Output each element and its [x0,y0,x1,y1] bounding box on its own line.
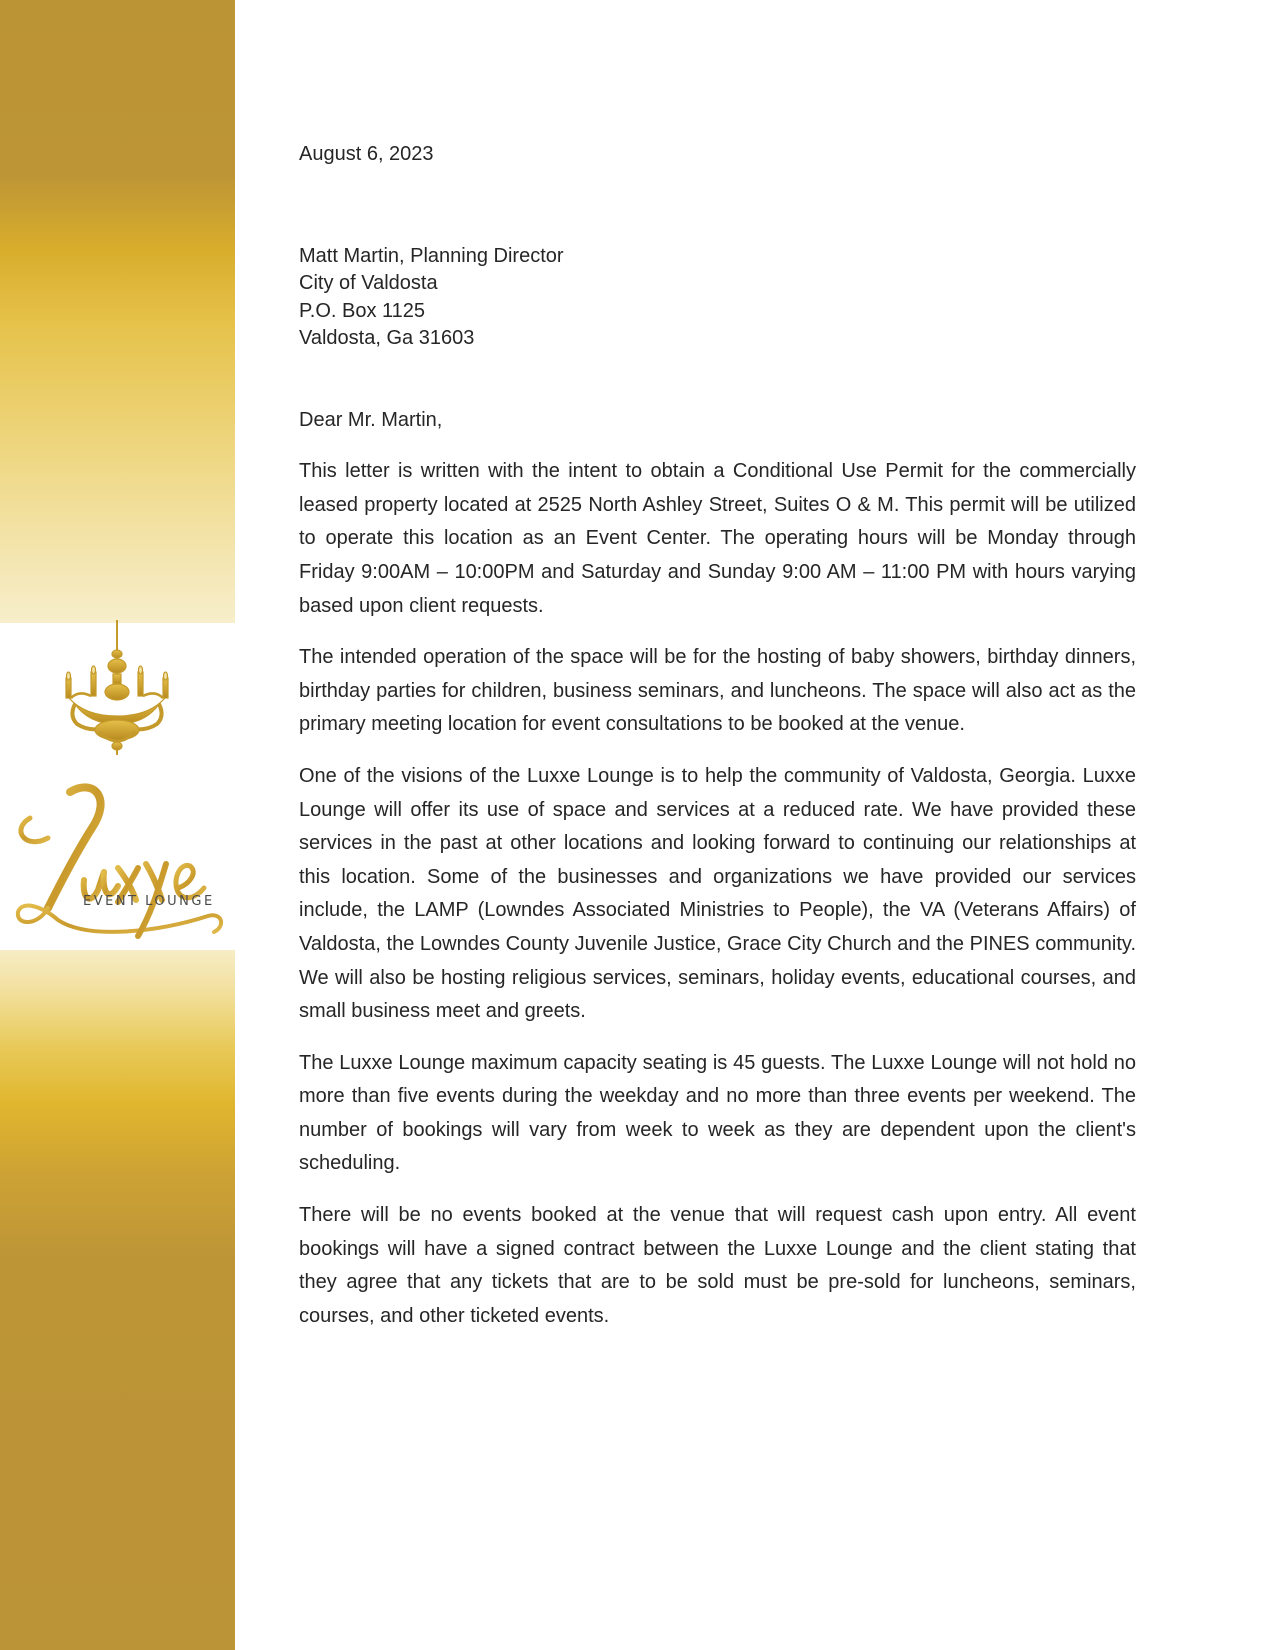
recipient-address [299,243,1136,353]
salutation: Dear Mr. Martin, [299,408,443,431]
recipient-line-city: Valdosta, Ga 31603 [299,327,475,350]
letterhead-sidebar [0,0,235,1650]
gold-band-top [0,0,235,623]
letter-body [299,138,1136,1333]
gold-band-bottom [0,950,235,1650]
paragraph-operation: The intended operation of the space will be for the hosting of baby showers, birthday dinners, birthday parties for children, business seminars, and luncheons. The space will also act as the primary meeting location for event consultations to be booked at the venue. [299,646,1136,736]
logo-subtitle: EVENT LOUNGE [83,894,215,909]
paragraph-community: One of the visions of the Luxxe Lounge is to help the community of Valdosta, Georgia. Luxxe Lounge will offer its use of space and services at a reduced rate. We have provided these services in the past at other locations and looking forward to continuing our relationships at this location. Some of the businesses and organizations we have provided our services include, the LAMP (Lowndes Associated Ministries to People), the VA (Veterans Affairs) of Valdosta, the Lowndes County Juvenile Justice, Grace City Church and the PINES community. We will also be hosting religious services, seminars, holiday events, educational courses, and small business meet and greets. [299,764,1136,1023]
recipient-line-name: Matt Martin, Planning Director [299,244,564,267]
paragraph-tickets: There will be no events booked at the venue that will request cash upon entry. All event bookings will have a signed contract between the Luxxe Lounge and the client stating that they agree that any tickets that are to be sold must be pre-sold for luncheons, seminars, courses, and other ticketed events. [299,1204,1136,1327]
paragraph-permit: This letter is written with the intent to obtain a Conditional Use Permit for the commercially leased property located at 2525 North Ashley Street, Suites O & M. This permit will be utilized to operate this location as an Event Center. The operating hours will be Monday through Friday 9:00AM – 10:00PM and Saturday and Sunday 9:00 AM – 11:00 PM with hours varying based upon client requests. [299,460,1136,617]
letter-date: August 6, 2023 [299,143,434,165]
recipient-line-pobox: P.O. Box 1125 [299,299,426,322]
luxxe-logo [8,780,228,950]
paragraph-capacity: The Luxxe Lounge maximum capacity seating is 45 guests. The Luxxe Lounge will not hold no more than five events during the weekday and no more than three events per weekend. The number of bookings will vary from week to week as they are dependent upon the client's scheduling. [299,1051,1136,1175]
chandelier-icon [55,620,179,755]
recipient-line-org: City of Valdosta [299,272,438,295]
